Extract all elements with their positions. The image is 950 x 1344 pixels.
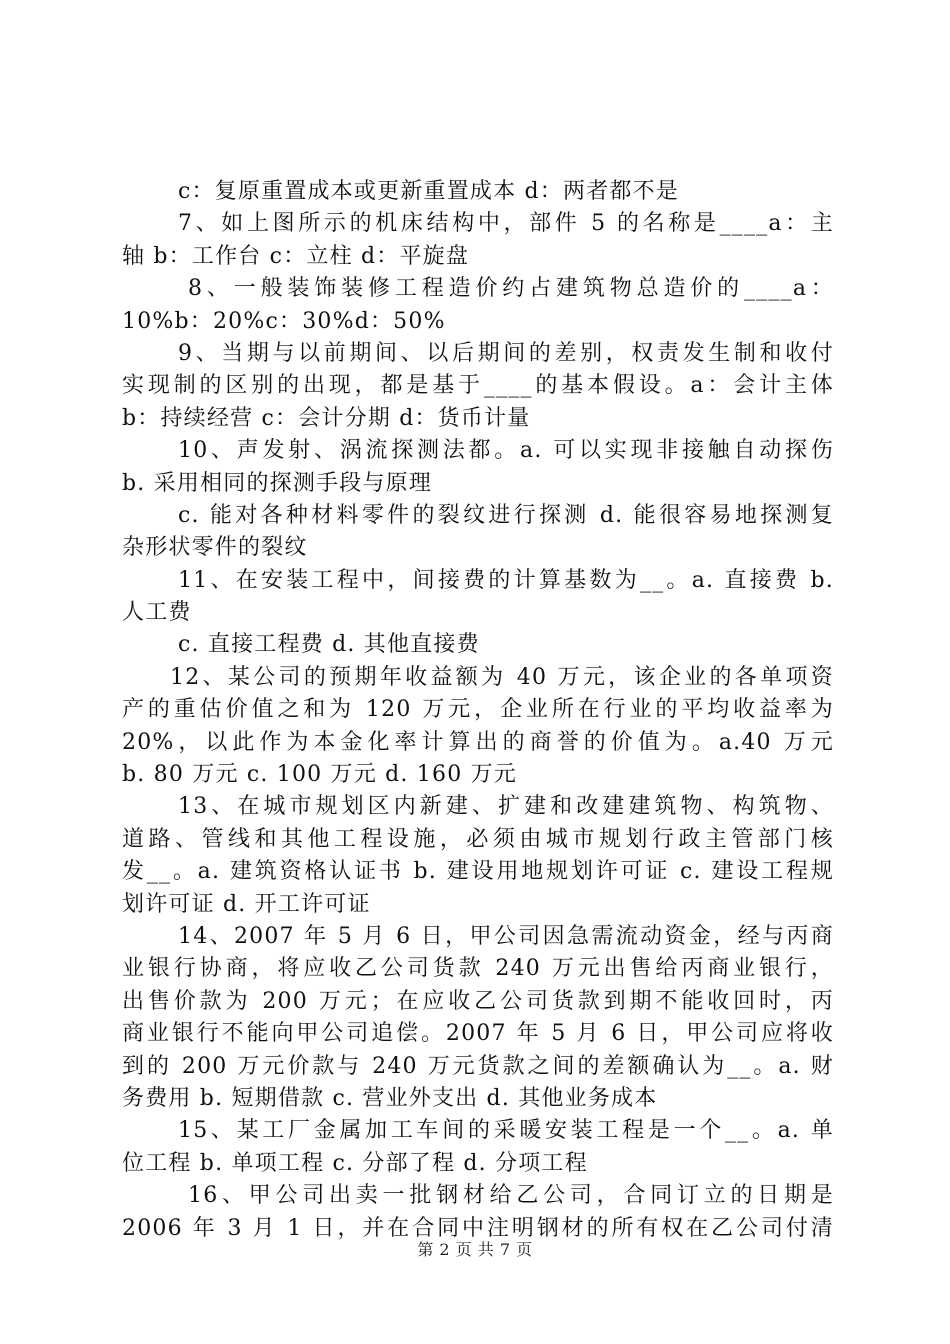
text-line: 13、在城市规划区内新建、扩建和改建建筑物、构筑物、 bbox=[178, 794, 834, 820]
text-line: 发__。a. 建筑资格认证书 b. 建设用地规划许可证 c. 建设工程规 bbox=[122, 859, 834, 885]
text-line: 务费用 b. 短期借款 c. 营业外支出 d. 其他业务成本 bbox=[122, 1085, 658, 1111]
text-line: 20%，以此作为本金化率计算出的商誉的价值为。a.40 万元 bbox=[122, 729, 834, 755]
page-footer: 第 2 页 共 7 页 bbox=[417, 1240, 533, 1259]
text-line: b：持续经营 c：会计分期 d：货币计量 bbox=[122, 405, 531, 431]
text-line: 实现制的区别的出现，都是基于____的基本假设。a：会计主体 bbox=[122, 373, 834, 399]
body-text bbox=[122, 176, 834, 1245]
text-line: 10、声发射、涡流探测法都。a. 可以实现非接触自动探伤 bbox=[178, 438, 834, 464]
text-line: 杂形状零件的裂纹 bbox=[122, 535, 308, 561]
text-line: 商业银行不能向甲公司追偿。2007 年 5 月 6 日，甲公司应将收 bbox=[122, 1021, 834, 1047]
text-line: 7、如上图所示的机床结构中，部件 5 的名称是____a：主 bbox=[178, 211, 834, 237]
text-line: 到的 200 万元价款与 240 万元货款之间的差额确认为__。a. 财 bbox=[122, 1053, 834, 1079]
text-line: 10%b：20%c：30%d：50% bbox=[122, 308, 446, 334]
text-line: 产的重估价值之和为 120 万元，企业所在行业的平均收益率为 bbox=[122, 697, 834, 723]
text-line: 划许可证 d. 开工许可证 bbox=[122, 891, 371, 917]
text-line: 轴 b：工作台 c：立柱 d：平旋盘 bbox=[122, 243, 470, 269]
text-line: 出售价款为 200 万元；在应收乙公司货款到期不能收回时，丙 bbox=[122, 988, 834, 1014]
text-line: 12、某公司的预期年收益额为 40 万元，该企业的各单项资 bbox=[170, 664, 834, 690]
text-line: 14、2007 年 5 月 6 日，甲公司因急需流动资金，经与丙商 bbox=[178, 923, 834, 949]
text-line: 15、某工厂金属加工车间的采暖安装工程是一个__。a. 单 bbox=[178, 1118, 834, 1144]
text-line: b. 采用相同的探测手段与原理 bbox=[122, 470, 433, 496]
text-line: c. 直接工程费 d. 其他直接费 bbox=[178, 632, 480, 658]
text-line: b. 80 万元 c. 100 万元 d. 160 万元 bbox=[122, 762, 517, 788]
text-line: 16、甲公司出卖一批钢材给乙公司，合同订立的日期是 bbox=[188, 1183, 834, 1209]
text-line: 11、在安装工程中，间接费的计算基数为__。a. 直接费 b. bbox=[178, 567, 834, 593]
text-line: 8、一般装饰装修工程造价约占建筑物总造价的____a： bbox=[188, 276, 834, 302]
text-line: 位工程 b. 单项工程 c. 分部了程 d. 分项工程 bbox=[122, 1150, 588, 1176]
text-line: 9、当期与以前期间、以后期间的差别，权责发生制和收付 bbox=[178, 340, 834, 366]
text-line: 业银行协商，将应收乙公司货款 240 万元出售给丙商业银行， bbox=[122, 956, 834, 982]
text-line: c. 能对各种材料零件的裂纹进行探测 d. 能很容易地探测复 bbox=[178, 502, 834, 528]
text-line: 人工费 bbox=[122, 600, 192, 626]
text-line: c：复原重置成本或更新重置成本 d：两者都不是 bbox=[178, 179, 679, 204]
text-line: 2006 年 3 月 1 日，并在合同中注明钢材的所有权在乙公司付清 bbox=[122, 1215, 834, 1241]
text-line: 道路、管线和其他工程设施，必须由城市规划行政主管部门核 bbox=[122, 826, 834, 852]
